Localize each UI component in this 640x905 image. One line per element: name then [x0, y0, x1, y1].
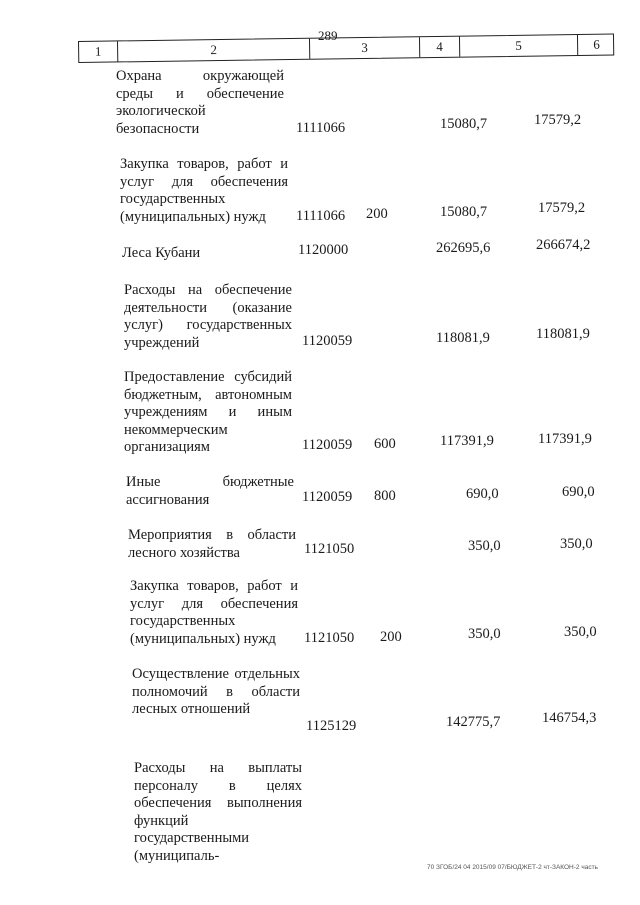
header-cell-3: 3	[309, 37, 419, 59]
row-code: 1121050	[304, 541, 355, 557]
header-cell-2: 2	[117, 39, 309, 62]
row-code: 1120059	[302, 489, 353, 505]
row-code: 1111066	[296, 120, 346, 136]
row-name: Леса Кубани	[122, 245, 201, 261]
row-value-1: 690,0	[466, 486, 499, 502]
row-value-2: 117391,9	[538, 431, 592, 447]
row-code: 1111066	[296, 208, 346, 224]
row-code: 1120000	[298, 242, 349, 258]
header-cell-4: 4	[419, 37, 459, 58]
row-value-1: 350,0	[468, 538, 501, 554]
row-code: 1120059	[302, 437, 353, 453]
row-name: Осуществление отдельных полномочий в области лесных отношений	[132, 666, 300, 718]
header-cell-1: 1	[94, 43, 102, 59]
row-name: Иные бюджетные ассигнования	[126, 474, 294, 508]
row-value-1: 350,0	[468, 626, 501, 642]
row-value-2: 350,0	[564, 624, 597, 640]
row-value-2: 690,0	[562, 484, 595, 500]
footer-note: 70 ЗГОБ/24 04 2015/09 07/БЮДЖЕТ-2 чт-ЗАКОН-2 часть	[427, 864, 598, 871]
row-name: Закупка товаров, работ и услуг для обеспечения государственных (муниципальных) нужд	[130, 578, 298, 647]
row-value-1: 262695,6	[436, 240, 491, 256]
row-value-2: 17579,2	[534, 112, 582, 128]
row-type: 800	[374, 488, 396, 504]
row-name: Мероприятия в области лесного хозяйства	[128, 527, 296, 561]
table-header-row	[78, 34, 614, 63]
page-number: 289	[318, 28, 338, 43]
row-type: 200	[366, 206, 388, 222]
row-value-2: 266674,2	[536, 237, 591, 253]
row-code: 1125129	[306, 718, 357, 734]
row-name: Закупка товаров, работ и услуг для обеспечения государственных (муниципальных) нужд	[120, 156, 288, 225]
row-value-2: 350,0	[560, 536, 593, 552]
row-code: 1121050	[304, 630, 355, 646]
row-name: Расходы на выплаты персоналу в целях обеспечения выполнения функций государственными (муниципаль-	[134, 760, 302, 864]
row-value-2: 17579,2	[538, 200, 586, 216]
row-name: Охрана окружающей среды и обеспечение экологической безопасности	[116, 68, 284, 137]
row-type: 600	[374, 436, 396, 452]
row-value-1: 118081,9	[436, 330, 490, 346]
row-value-1: 15080,7	[440, 204, 488, 220]
row-code: 1120059	[302, 333, 353, 349]
row-value-2: 146754,3	[542, 710, 597, 726]
row-name: Расходы на обеспечение деятельности (оказание услуг) государственных учреждений	[124, 282, 292, 351]
row-name: Предоставление субсидий бюджетным, автономным учреждениям и иным некоммерческим организациям	[124, 369, 292, 456]
row-value-2: 118081,9	[536, 326, 590, 342]
row-value-1: 117391,9	[440, 433, 494, 449]
row-type: 200	[380, 629, 402, 645]
header-cell-5: 5	[459, 35, 577, 57]
row-value-1: 142775,7	[446, 714, 501, 730]
header-cell-6: 6	[577, 35, 615, 56]
row-value-1: 15080,7	[440, 116, 488, 132]
